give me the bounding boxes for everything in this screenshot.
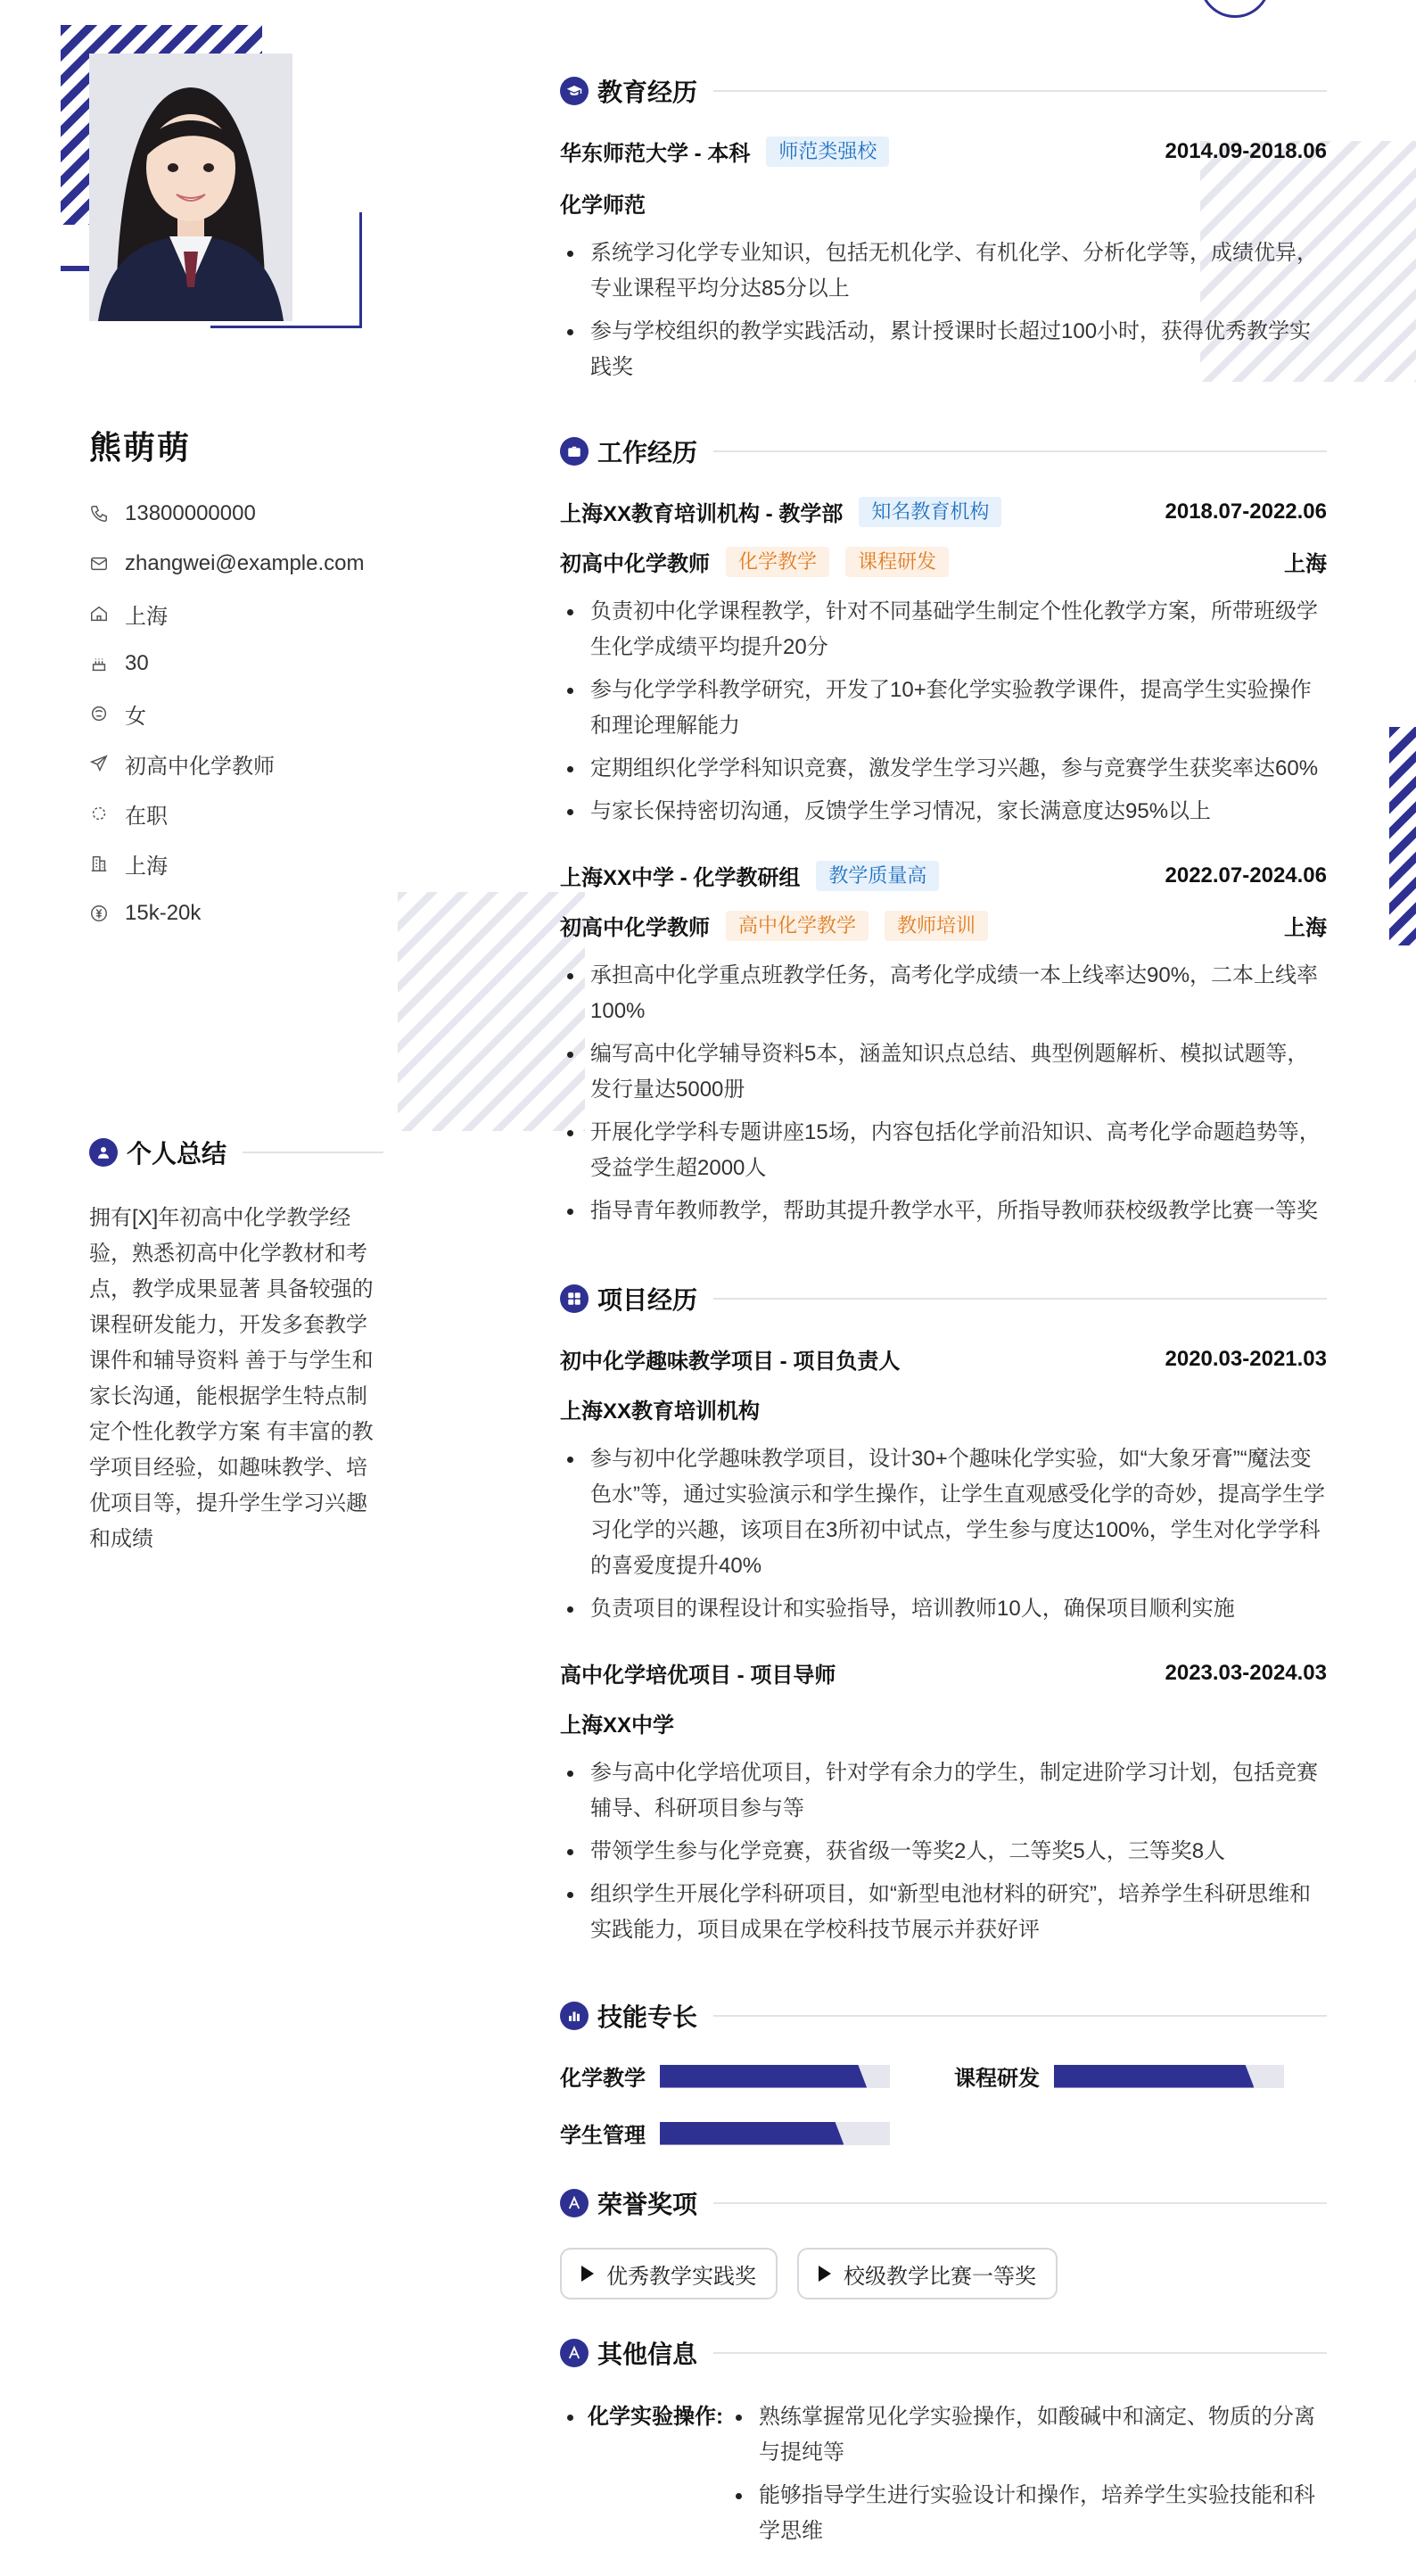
skill-fill	[1054, 2065, 1254, 2088]
job-1-role-row	[560, 546, 1327, 577]
info-icon	[560, 2339, 589, 2367]
contact-status	[89, 788, 365, 838]
job-2-role: 初高中化学教师	[560, 916, 710, 940]
job-1-city: 上海	[1284, 552, 1327, 576]
decorative-circle	[1199, 0, 1271, 18]
list-item: 系统学习化学专业知识，包括无机化学、有机化学、分析化学等，成绩优异，专业课程平均分达85分以上	[560, 235, 1327, 307]
work-section-title	[560, 433, 1327, 469]
list-item: 与家长保持密切沟通，反馈学生学习情况，家长满意度达95%以上	[560, 794, 1327, 830]
section-divider	[713, 2015, 1327, 2017]
education-section-title	[560, 73, 1327, 109]
avatar-block	[61, 25, 301, 310]
age-icon	[89, 654, 109, 673]
job-1-role: 初高中化学教师	[560, 552, 710, 576]
job-intent-value: 初高中化学教师	[125, 754, 275, 779]
award-icon	[560, 2189, 589, 2217]
award-label: 优秀教学实践奖	[606, 2264, 756, 2289]
decorative-stripes	[1389, 727, 1416, 945]
job-2-tag: 教学质量高	[816, 861, 939, 891]
contact-age	[89, 639, 365, 689]
contact-location	[89, 589, 365, 639]
section-divider	[713, 2352, 1327, 2354]
other-section-title	[560, 2335, 1327, 2371]
list-item: 负责项目的课程设计和实验指导，培训教师10人，确保项目顺利实施	[560, 1591, 1327, 1627]
grid-icon	[560, 1284, 589, 1313]
job-1-date: 2018.07-2022.06	[1165, 499, 1327, 524]
job-1-bullets	[560, 594, 1327, 837]
person-icon	[89, 1138, 118, 1167]
education-major: 化学师范	[560, 194, 646, 218]
list-item: 参与初中化学趣味教学项目，设计30+个趣味化学实验，如“大象牙膏”“魔法变色水”等，通过实验演示和学生操作，让学生直观感受化学的奇妙，提高学生学习化学的兴趣，该项目在3所初中试点，学生参与度达100%，学生对化学学科的喜爱度提升40%	[560, 1441, 1327, 1584]
salary-icon	[89, 904, 109, 923]
skills-title: 技能专长	[597, 2003, 698, 2031]
job-2-company-group	[560, 860, 939, 891]
contact-phone	[89, 489, 365, 539]
project-2-org: 上海XX中学	[560, 1713, 675, 1738]
project-2-bullets	[560, 1755, 1327, 1955]
list-item: 承担高中化学重点班教学任务，高考化学成绩一本上线率达90%，二本上线率100%	[560, 958, 1327, 1029]
bar-chart-icon	[560, 2002, 589, 2030]
projects-section-title	[560, 1281, 1327, 1317]
list-item: 开展化学学科专题讲座15场，内容包括化学前沿知识、高考化学命题趋势等，受益学生超2000人	[560, 1115, 1327, 1186]
contact-salary	[89, 888, 365, 938]
job-1-header	[560, 496, 1327, 527]
summary-section-title	[89, 1135, 383, 1170]
email-icon	[89, 554, 109, 574]
skill-item	[954, 2060, 1284, 2092]
job-2-date: 2022.07-2024.06	[1165, 863, 1327, 888]
avatar-illustration	[89, 54, 292, 321]
skill-bar	[660, 2122, 890, 2145]
education-bullets	[560, 235, 1327, 392]
skill-item	[560, 2060, 890, 2092]
list-item: 指导青年教师教学，帮助其提升教学水平，所指导教师获校级教学比赛一等奖	[560, 1193, 1327, 1229]
list-item: 负责初中化学课程教学，针对不同基础学生制定个性化教学方案，所带班级学生化学成绩平均提升20分	[560, 594, 1327, 665]
bullet-dot	[567, 2415, 573, 2421]
job-2-role-tag: 教师培训	[885, 911, 988, 941]
age-value: 30	[125, 651, 149, 675]
projects-title: 项目经历	[597, 1286, 698, 1314]
list-item: 参与学校组织的教学实践活动，累计授课时长超过100小时，获得优秀教学实践奖	[560, 314, 1327, 385]
location-value: 上海	[125, 604, 168, 629]
project-1-bullets	[560, 1441, 1327, 1634]
list-item: 带领学生参与化学竞赛，获省级一等奖2人，二等奖5人，三等奖8人	[560, 1834, 1327, 1870]
job-1-company: 上海XX教育培训机构 - 教学部	[560, 502, 844, 526]
project-1-date: 2020.03-2021.03	[1165, 1346, 1327, 1371]
skill-fill	[660, 2122, 844, 2145]
contact-job-intent	[89, 739, 365, 788]
job-1-company-group	[560, 496, 1001, 527]
list-item: 参与化学学科教学研究，开发了10+套化学实验教学课件，提高学生实验操作和理论理解能力	[560, 673, 1327, 744]
phone-icon	[89, 504, 109, 524]
job-2-role-row	[560, 910, 1327, 941]
project-1-name: 初中化学趣味教学项目 - 项目负责人	[560, 1350, 901, 1374]
skill-fill	[660, 2065, 867, 2088]
job-2-city: 上海	[1284, 916, 1327, 940]
award-chip[interactable]	[560, 2248, 778, 2299]
list-item: 能够指导学生进行实验设计和操作，培养学生实验技能和科学思维	[729, 2478, 1317, 2549]
other-info	[560, 2399, 1327, 2556]
work-title: 工作经历	[597, 439, 698, 466]
skills-section-title	[560, 1998, 1327, 2034]
section-divider	[243, 1152, 383, 1153]
section-divider	[713, 1298, 1327, 1300]
project-1-org: 上海XX教育培训机构	[560, 1399, 761, 1424]
candidate-name: 熊萌萌	[89, 429, 192, 466]
awards-section-title	[560, 2185, 1327, 2221]
other-title: 其他信息	[597, 2341, 698, 2368]
contact-city	[89, 838, 365, 888]
awards-title: 荣誉奖项	[597, 2191, 698, 2218]
education-school: 华东师范大学 - 本科	[560, 142, 751, 166]
briefcase-icon	[560, 437, 589, 466]
project-2-date: 2023.03-2024.03	[1165, 1660, 1327, 1685]
graduation-cap-icon	[560, 77, 589, 105]
job-intent-icon	[89, 754, 109, 773]
education-school-group	[560, 136, 889, 167]
job-2-header	[560, 860, 1327, 891]
salary-value: 15k-20k	[125, 901, 202, 925]
skill-bar	[1054, 2065, 1284, 2088]
city-value: 上海	[125, 854, 168, 879]
other-info-row	[560, 2399, 1327, 2556]
project-2-name: 高中化学培优项目 - 项目导师	[560, 1664, 836, 1688]
contact-list	[89, 489, 365, 938]
summary-text: 拥有[X]年初高中化学教学经验，熟悉初高中化学教材和考点，教学成果显著 具备较强的课程研发能力，开发多套教学课件和辅导资料 善于与学生和家长沟通，能根据学生特点制定个性化教学方案 有丰富的教学项目经验，如趣味教学、培优项目等，提升学生学习兴趣和成绩	[89, 1206, 374, 1551]
list-item: 参与高中化学培优项目，针对学有余力的学生，制定进阶学习计划，包括竞赛辅导、科研项目参与等	[560, 1755, 1327, 1827]
project-2-header	[560, 1657, 1327, 1688]
gender-value: 女	[125, 704, 146, 729]
award-chip[interactable]	[797, 2248, 1058, 2299]
list-item: 组织学生开展化学科研项目，如“新型电池材料的研究”，培养学生科研思维和实践能力，项目成果在学校科技节展示并获好评	[560, 1877, 1327, 1948]
award-label: 校级教学比赛一等奖	[844, 2264, 1036, 2289]
gender-icon	[89, 704, 109, 723]
job-2-role-tag: 高中化学教学	[726, 911, 869, 941]
job-1-role-tag: 课程研发	[845, 547, 949, 577]
education-tag: 师范类强校	[766, 136, 889, 167]
section-divider	[713, 90, 1327, 92]
city-icon	[89, 854, 109, 873]
project-1-org-row	[560, 1393, 1327, 1424]
phone-value: 13800000000	[125, 501, 256, 525]
project-2-org-row	[560, 1707, 1327, 1738]
education-date: 2014.09-2018.06	[1165, 138, 1327, 163]
list-item: 编写高中化学辅导资料5本，涵盖知识点总结、典型例题解析、模拟试题等，发行量达5000册	[560, 1036, 1327, 1108]
decorative-stripes	[398, 892, 585, 1131]
email-value: zhangwei@example.com	[125, 551, 365, 575]
education-header	[560, 136, 1327, 167]
home-icon	[89, 604, 109, 623]
skill-bar	[660, 2065, 890, 2088]
skill-name: 化学教学	[560, 2067, 646, 2091]
skill-item	[560, 2118, 890, 2149]
education-title: 教育经历	[597, 78, 698, 106]
section-divider	[713, 2202, 1327, 2204]
play-triangle-icon	[819, 2266, 831, 2282]
skill-name: 学生管理	[560, 2124, 646, 2148]
section-divider	[713, 450, 1327, 452]
job-1-role-tag: 化学教学	[726, 547, 829, 577]
job-1-role-group	[560, 546, 949, 577]
job-2-bullets	[560, 958, 1327, 1236]
education-major-row	[560, 187, 1327, 219]
list-item: 定期组织化学学科知识竞赛，激发学生学习兴趣，参与竞赛学生获奖率达60%	[560, 751, 1327, 787]
status-icon	[89, 804, 109, 823]
job-1-tag: 知名教育机构	[859, 497, 1001, 527]
contact-gender	[89, 689, 365, 739]
list-item: 熟练掌握常见化学实验操作，如酸碱中和滴定、物质的分离与提纯等	[729, 2399, 1317, 2471]
job-2-company: 上海XX中学 - 化学教研组	[560, 866, 801, 890]
play-triangle-icon	[581, 2266, 594, 2282]
other-bullets	[729, 2399, 1317, 2556]
project-1-header	[560, 1343, 1327, 1375]
contact-email	[89, 539, 365, 589]
job-2-role-group	[560, 910, 988, 941]
skill-name: 课程研发	[954, 2067, 1040, 2091]
avatar	[89, 54, 292, 321]
other-label: 化学实验操作:	[588, 2405, 723, 2429]
summary-title: 个人总结	[127, 1140, 227, 1168]
status-value: 在职	[125, 804, 168, 829]
